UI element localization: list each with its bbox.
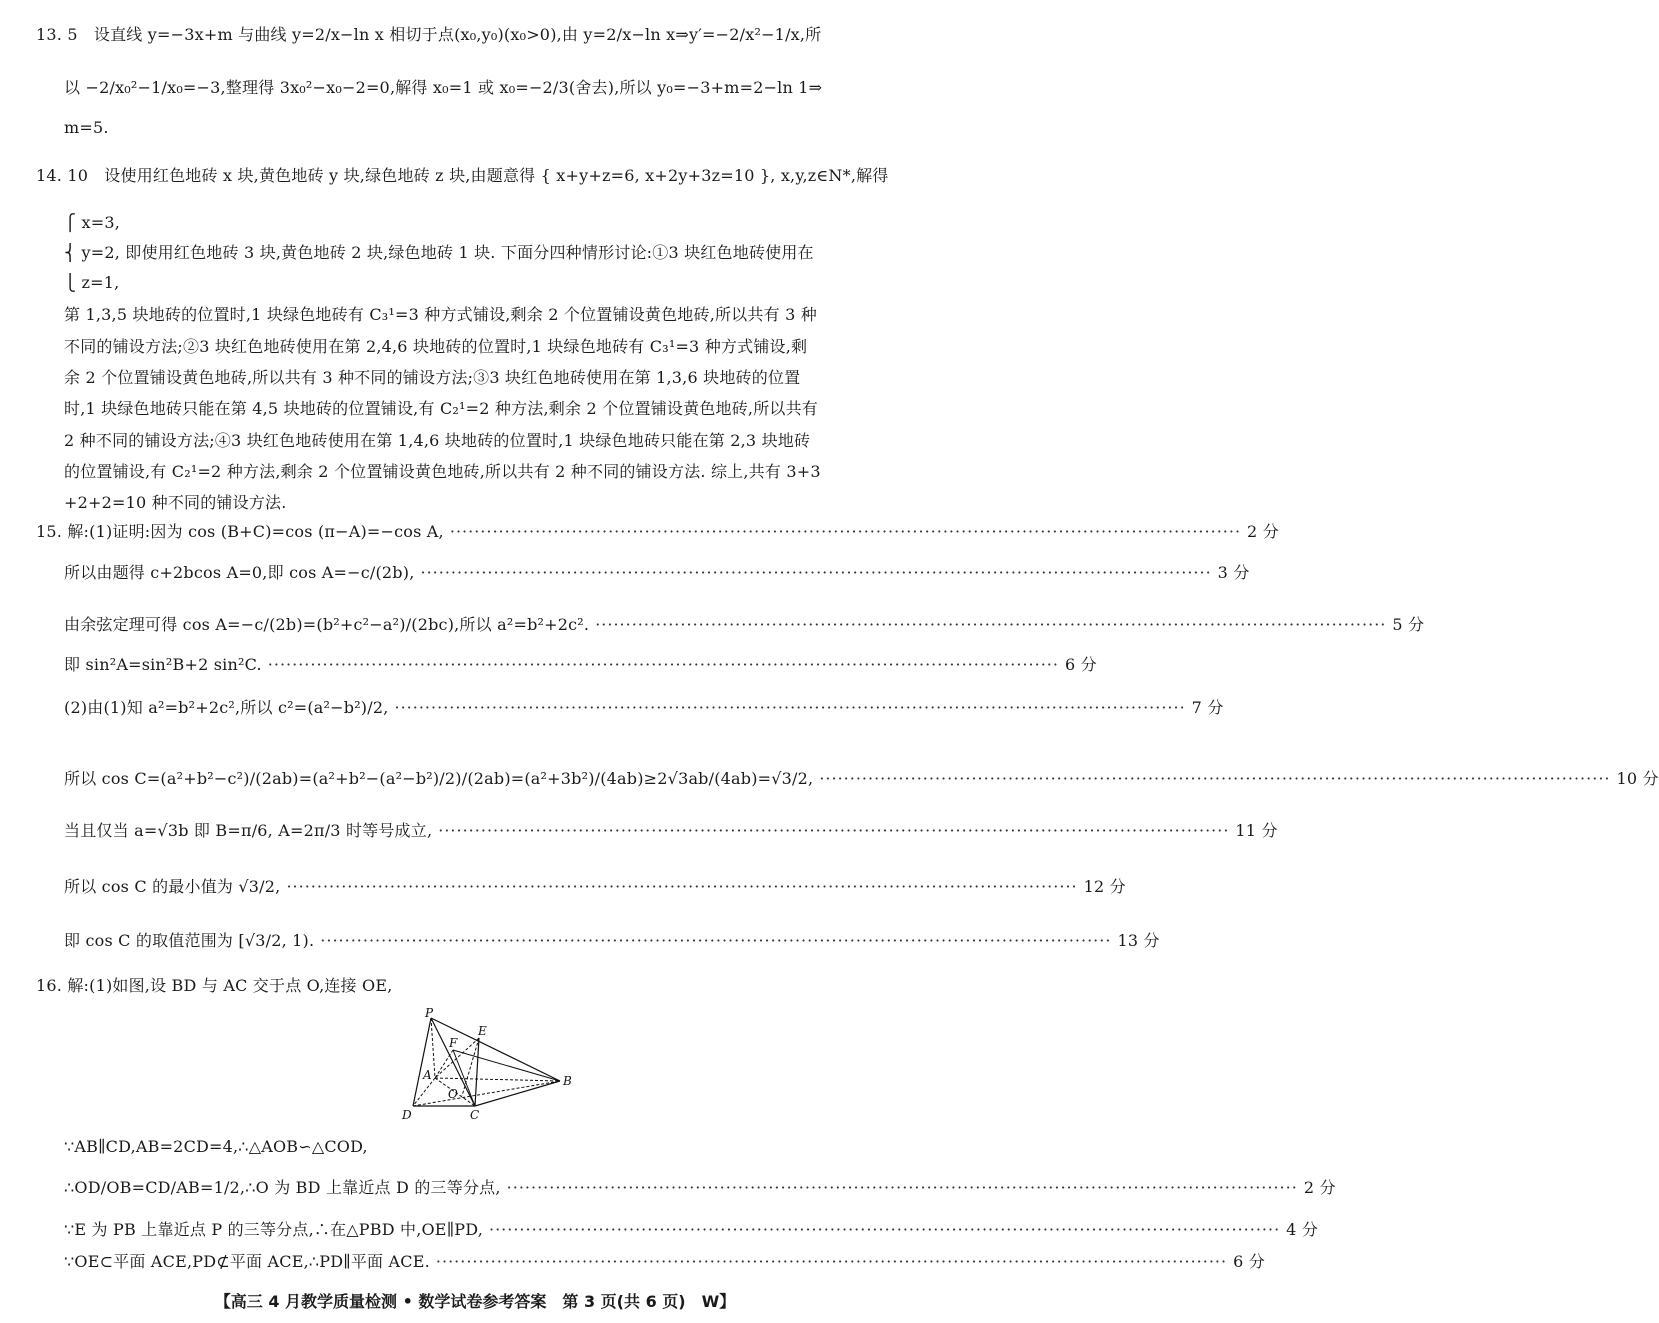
step-text: ∵OE⊂平面 ACE,PD⊄平面 ACE,∴PD∥平面 ACE. xyxy=(64,1252,430,1271)
answer-15-step xyxy=(64,768,1659,790)
segment-FA xyxy=(435,1050,453,1078)
answer-13-line-3: m=5. xyxy=(64,118,109,137)
dot-leader: ·································································································································· xyxy=(595,615,1387,634)
step-text: ∵E 为 PB 上靠近点 P 的三等分点,∴在△PBD 中,OE∥PD, xyxy=(64,1220,483,1239)
edge-AB xyxy=(435,1078,560,1081)
step-text: 即 sin²A=sin²B+2 sin²C. xyxy=(64,655,262,674)
step-text: 当且仅当 a=√3b 即 B=π/6, A=2π/3 时等号成立, xyxy=(64,821,433,840)
dot-leader: ·································································································································· xyxy=(438,821,1230,840)
answer-13-line-2: 以 −2/x₀²−1/x₀=−3,整理得 3x₀²−x₀−2=0,解得 x₀=1 或 x₀=−2/3(舍去),所以 y₀=−3+m=2−ln 1⇒ xyxy=(64,78,823,97)
step-score: 4 分 xyxy=(1286,1220,1319,1239)
dot-leader: ·································································································································· xyxy=(819,769,1611,788)
answer-15-step xyxy=(64,930,1160,952)
step-text: 所以由题得 c+2bcos A=0,即 cos A=−c/(2b), xyxy=(64,563,415,582)
answer-15-step xyxy=(64,697,1224,719)
step-score: 6 分 xyxy=(1064,655,1097,674)
answer-15-step xyxy=(36,521,1279,543)
step-score: 7 分 xyxy=(1191,698,1224,717)
page-footer: 【高三 4 月教学质量检测 • 数学试卷参考答案 第 3 页(共 6 页) W】 xyxy=(214,1292,736,1311)
dot-leader: ·································································································································· xyxy=(286,877,1078,896)
dot-leader: ·································································································································· xyxy=(506,1178,1298,1197)
answer-16-line-1: 16. 解:(1)如图,设 BD 与 AC 交于点 O,连接 OE, xyxy=(36,976,393,995)
step-text: 所以 cos C 的最小值为 √3/2, xyxy=(64,877,281,896)
answer-16-step xyxy=(64,1219,1319,1241)
answer-15-step xyxy=(64,654,1097,676)
step-text: 所以 cos C=(a²+b²−c²)/(2ab)=(a²+b²−(a²−b²)/2)/(2ab)=(a²+3b²)/(4ab)≥2√3ab/(4ab)=√3/2, xyxy=(64,769,814,788)
step-text: (2)由(1)知 a²=b²+2c²,所以 c²=(a²−b²)/2, xyxy=(64,698,389,717)
answer-14-line-1: 14. 10 设使用红色地砖 x 块,黄色地砖 y 块,绿色地砖 z 块,由题意得 { x+y+z=6, x+2y+3z=10 }, x,y,z∈N*,解得 xyxy=(36,166,889,185)
answer-16-step xyxy=(64,1251,1265,1273)
label-A: A xyxy=(423,1068,432,1082)
dot-leader: ·································································································································· xyxy=(320,931,1112,950)
label-P: P xyxy=(425,1006,434,1020)
edge-PD xyxy=(413,1018,431,1106)
step-score: 13 分 xyxy=(1117,931,1160,950)
answer-14-system-x: ⎧ x=3, xyxy=(64,213,120,232)
answer-14-system-y: ⎨ y=2, 即使用红色地砖 3 块,黄色地砖 2 块,绿色地砖 1 块. 下面分四种情形讨论:①3 块红色地砖使用在 xyxy=(64,243,814,262)
answer-15-step xyxy=(64,820,1278,842)
dot-leader: ·································································································································· xyxy=(489,1220,1281,1239)
step-text: 由余弦定理可得 cos A=−c/(2b)=(b²+c²−a²)/(2bc),所以 a²=b²+2c². xyxy=(64,615,590,634)
step-score: 10 分 xyxy=(1616,769,1659,788)
answer-15-step xyxy=(64,876,1126,898)
pyramid-figure xyxy=(398,1008,580,1126)
answer-14-case-text: 不同的铺设方法;②3 块红色地砖使用在第 2,4,6 块地砖的位置时,1 块绿色地砖有 C₃¹=3 种方式铺设,剩 xyxy=(64,337,808,356)
label-B: B xyxy=(563,1074,572,1088)
answer-14-case-text: 的位置铺设,有 C₂¹=2 种方法,剩余 2 个位置铺设黄色地砖,所以共有 2 种不同的铺设方法. 综上,共有 3+3 xyxy=(64,462,821,481)
dot-leader: ·································································································································· xyxy=(435,1252,1228,1271)
dot-leader: ·································································································································· xyxy=(267,655,1059,674)
step-score: 11 分 xyxy=(1235,821,1278,840)
label-O: O xyxy=(448,1087,458,1101)
step-score: 2 分 xyxy=(1247,522,1279,541)
label-D: D xyxy=(402,1108,412,1122)
step-score: 5 分 xyxy=(1392,615,1425,634)
step-score: 12 分 xyxy=(1083,877,1126,896)
answer-13-line-1: 13. 5 设直线 y=−3x+m 与曲线 y=2/x−ln x 相切于点(x₀,y₀)(x₀>0),由 y=2/x−ln x⇒y′=−2/x²−1/x,所 xyxy=(36,25,822,44)
answer-15-step xyxy=(64,562,1250,584)
dot-leader: ·································································································································· xyxy=(394,698,1186,717)
answer-16-step: ∵AB∥CD,AB=2CD=4,∴△AOB∽△COD, xyxy=(64,1137,368,1156)
answer-14-system-z: ⎩ z=1, xyxy=(64,273,120,292)
step-text: ∴OD/OB=CD/AB=1/2,∴O 为 BD 上靠近点 D 的三等分点, xyxy=(64,1178,501,1197)
label-C: C xyxy=(470,1108,480,1122)
answer-14-case-text: 2 种不同的铺设方法;④3 块红色地砖使用在第 1,4,6 块地砖的位置时,1 块绿色地砖只能在第 2,3 块地砖 xyxy=(64,431,811,450)
step-score: 6 分 xyxy=(1233,1252,1265,1271)
step-score: 2 分 xyxy=(1303,1178,1336,1197)
step-text: 15. 解:(1)证明:因为 cos (B+C)=cos (π−A)=−cos A, xyxy=(36,522,444,541)
dot-leader: ·································································································································· xyxy=(420,563,1212,582)
answer-15-step xyxy=(64,614,1425,636)
answer-14-case-text: 时,1 块绿色地砖只能在第 4,5 块地砖的位置铺设,有 C₂¹=2 种方法,剩余 2 个位置铺设黄色地砖,所以共有 xyxy=(64,399,819,418)
answer-16-step xyxy=(64,1177,1336,1199)
label-F: F xyxy=(449,1036,458,1050)
step-score: 3 分 xyxy=(1217,563,1250,582)
dot-leader: ·································································································································· xyxy=(449,522,1242,541)
answer-14-case-text: 第 1,3,5 块地砖的位置时,1 块绿色地砖有 C₃¹=3 种方式铺设,剩余 2 个位置铺设黄色地砖,所以共有 3 种 xyxy=(64,305,817,324)
answer-14-conclusion: +2+2=10 种不同的铺设方法. xyxy=(64,493,287,512)
answer-14-case-text: 余 2 个位置铺设黄色地砖,所以共有 3 种不同的铺设方法;③3 块红色地砖使用在第 1,3,6 块地砖的位置 xyxy=(64,368,801,387)
label-E: E xyxy=(478,1024,487,1038)
step-text: 即 cos C 的取值范围为 [√3/2, 1). xyxy=(64,931,315,950)
